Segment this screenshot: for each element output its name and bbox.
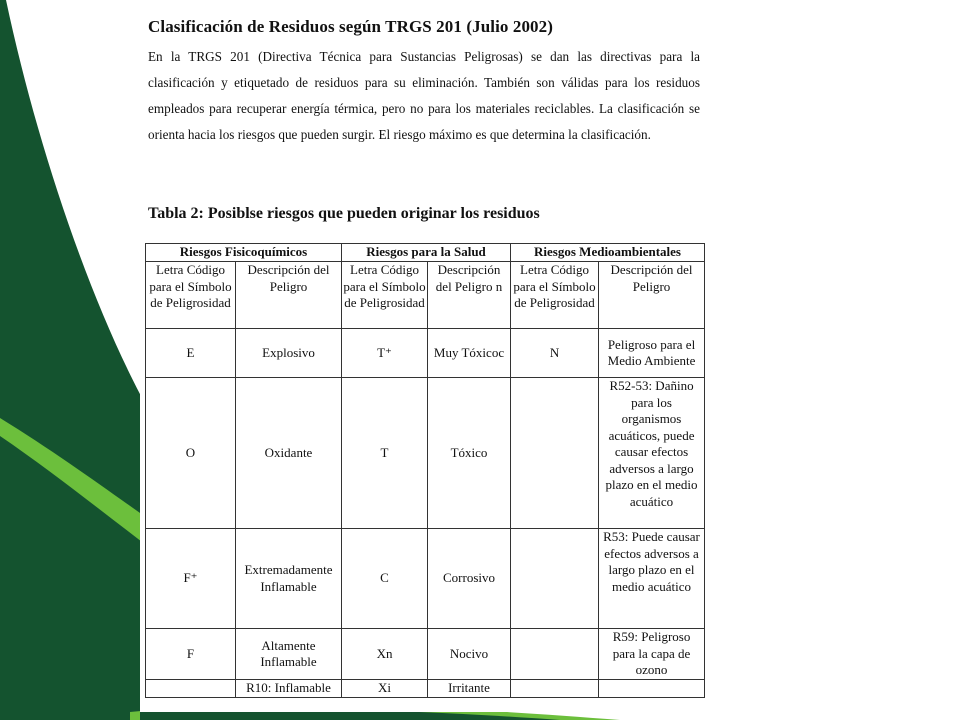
table-cell: Tóxico <box>428 378 511 529</box>
table-cell <box>146 680 236 698</box>
subheader-cell: Descripción del Peligro <box>599 262 705 329</box>
table-cell: Xi <box>342 680 428 698</box>
subheader-cell: Letra Código para el Símbolo de Peligrosidad <box>146 262 236 329</box>
table-cell: N <box>511 329 599 378</box>
table-row <box>146 680 705 698</box>
table-cell: T <box>342 378 428 529</box>
table-cell <box>511 680 599 698</box>
subheader-cell: Letra Código para el Símbolo de Peligrosidad <box>511 262 599 329</box>
table-cell: C <box>342 529 428 629</box>
table-cell: Corrosivo <box>428 529 511 629</box>
table-cell: Extremadamente Inflamable <box>236 529 342 629</box>
table-row <box>146 629 705 680</box>
risks-table <box>145 243 705 698</box>
table-row <box>146 529 705 629</box>
subheader-cell: Descripción del Peligro n <box>428 262 511 329</box>
table-cell: O <box>146 378 236 529</box>
table-cell: Muy Tóxicoc <box>428 329 511 378</box>
table-caption: Tabla 2: Posiblse riesgos que pueden originar los residuos <box>148 205 540 222</box>
table-cell <box>511 529 599 629</box>
dark-green-swoosh-shape <box>0 0 160 720</box>
table-row <box>146 329 705 378</box>
table-cell: R53: Puede causar efectos adversos a largo plazo en el medio acuático <box>599 529 705 629</box>
document-paragraph: En la TRGS 201 (Directiva Técnica para Sustancias Peligrosas) se dan las directivas para la clasificación y etiquetado de residuos para su eliminación. También son válidas para los residuos empleados para recuperar energía térmica, pero no para los materiales reciclables. La clasificación se orienta hacia los riesgos que pueden surgir. El riesgo máximo es que determina la clasificación. <box>148 49 700 142</box>
document-heading: Clasificación de Residuos según TRGS 201 (Julio 2002) <box>148 17 554 36</box>
table-group-header-row <box>146 244 705 262</box>
subheader-cell: Letra Código para el Símbolo de Peligrosidad <box>342 262 428 329</box>
table-cell: Irritante <box>428 680 511 698</box>
table-cell: F <box>146 629 236 680</box>
table-cell: F⁺ <box>146 529 236 629</box>
table-cell: Peligroso para el Medio Ambiente <box>599 329 705 378</box>
table-cell: Altamente Inflamable <box>236 629 342 680</box>
table-cell: Nocivo <box>428 629 511 680</box>
table-cell: Xn <box>342 629 428 680</box>
table-cell <box>511 629 599 680</box>
subheader-cell: Descripción del Peligro <box>236 262 342 329</box>
table-cell: R59: Peligroso para la capa de ozono <box>599 629 705 680</box>
table-cell: Explosivo <box>236 329 342 378</box>
table-cell: T⁺ <box>342 329 428 378</box>
table-subheader-row <box>146 262 705 329</box>
table-cell: E <box>146 329 236 378</box>
table-row <box>146 378 705 529</box>
table-cell: Oxidante <box>236 378 342 529</box>
table-cell <box>599 680 705 698</box>
group-header-health: Riesgos para la Salud <box>342 244 511 262</box>
table-cell: R10: Inflamable <box>236 680 342 698</box>
table-cell <box>511 378 599 529</box>
group-header-physicochemical: Riesgos Fisicoquímicos <box>146 244 342 262</box>
document-page <box>140 0 700 712</box>
table-cell: R52-53: Dañino para los organismos acuáticos, puede causar efectos adversos a largo plazo en el medio acuático <box>599 378 705 529</box>
group-header-environmental: Riesgos Medioambientales <box>511 244 705 262</box>
